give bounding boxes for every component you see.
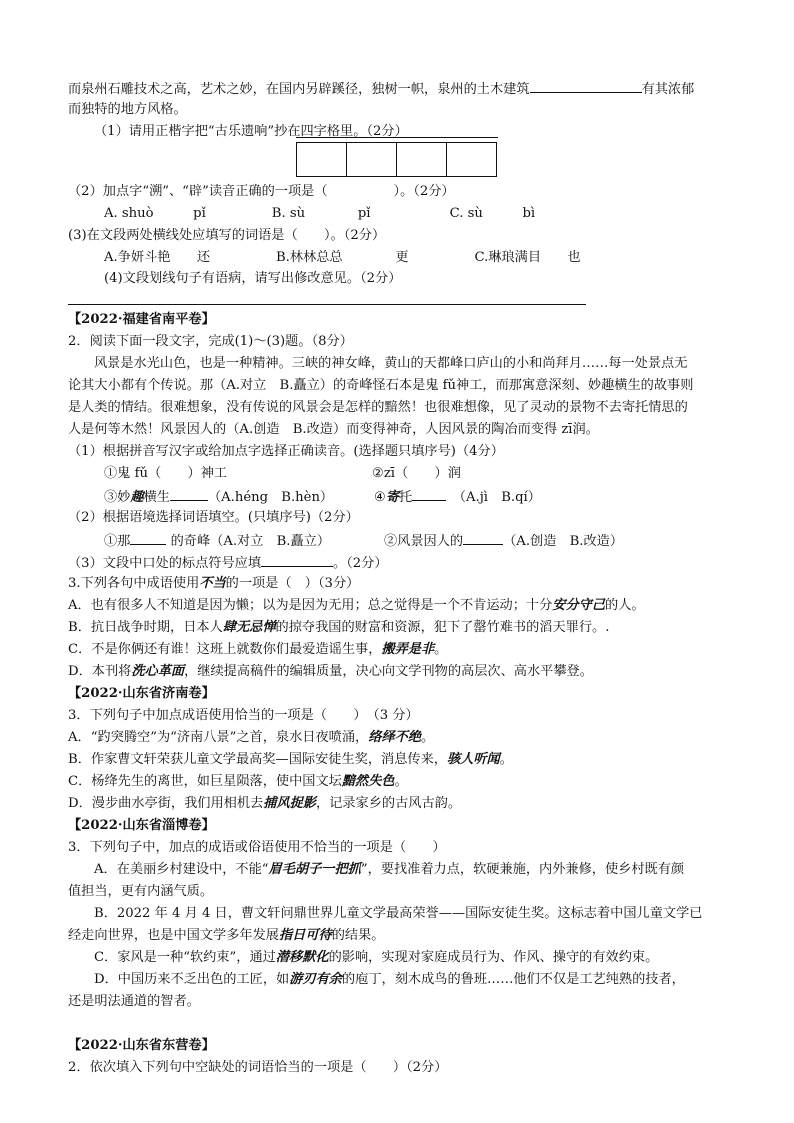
text-line: C．杨绛先生的离世，如巨星陨落，使中国文坛黯然失色。 <box>68 774 408 789</box>
grid-cell <box>397 143 447 176</box>
text-line: 人是何等木然！风景因人的（A.创造 B.改造）而变得神奇，人因风景的陶冶而变得 zī润。 <box>68 422 599 437</box>
text-line: A．在美丽乡村建设中，不能“眉毛胡子一把抓”，要找准着力点，软硬兼施，内外兼修，使乡村既有颜 <box>94 862 685 877</box>
question-3: (3)在文段两处横线处应填写的词语是（ ）。（2分） <box>68 228 386 243</box>
grid-cell <box>297 143 347 176</box>
text-line: 论其大小都有个传说。那（A.对立 B.矗立）的奇峰怪石本是鬼 fǔ神工，而那寓意深刻、妙趣横生的故事则 <box>68 378 694 393</box>
text-line: A．也有很多人不知道是因为懒；以为是因为无用；总之觉得是一个不肯运动；十分安分守己的人。 <box>68 598 645 613</box>
text-line: C．不是你俩还有谁！这班上就数你们最爱造谣生事，搬弄是非。 <box>68 642 448 657</box>
text-line: D．漫步曲水亭街，我们用相机去捕风捉影，记录家乡的古风古韵。 <box>68 796 462 811</box>
fill-blank <box>412 486 446 501</box>
text-line: 3．下列句子中，加点的成语或俗语使用不恰当的一项是（ ） <box>68 840 446 855</box>
grid-cell <box>447 143 496 176</box>
text-line: D．本刊将洗心革面，继续提高稿件的编辑质量，决心向文学刊物的高层次、高水平攀登。 <box>68 664 593 679</box>
text-line: （3）文段中口处的标点符号应填 。（2分） <box>68 552 388 574</box>
text-line: 是人类的情结。很难想象，没有传说的风景会是怎样的黯然！也很难想像，见了灵动的景物不去寄托情思的 <box>68 400 688 415</box>
question-3-options: A.争妍斗艳 还 B.林林总总 更 C.琳琅满目 也 <box>104 250 581 265</box>
section-heading: 【2022·山东省淄博卷】 <box>68 818 215 833</box>
text-line: 经走向世界，也是中国文学多年发展指日可待的结果。 <box>68 928 385 943</box>
text-line: （2）根据语境选择词语填空。(只填序号)（2分） <box>68 510 359 525</box>
text-line: D．中国历来不乏出色的工匠，如游刃有余的庖丁，刻木成鸟的鲁班……他们不仅是工艺纯熟的技者， <box>94 972 685 987</box>
text-line: ④寄托 （A.jì B.qí） <box>374 486 541 508</box>
fill-blank <box>130 530 166 545</box>
section-heading: 【2022·山东省济南卷】 <box>68 686 215 701</box>
question-1: （1）请用正楷字把“古乐遗响”抄在四字格里。（2分） <box>94 124 408 139</box>
grid-cell <box>347 143 397 176</box>
section-heading: 【2022·山东省东营卷】 <box>68 1038 215 1053</box>
text-line: 而泉州石雕技术之高，艺术之妙，在国内另辟蹊径，独树一帜，泉州的土木建筑 有其浓郁 <box>68 78 694 100</box>
fill-blank <box>261 552 333 567</box>
text-line: ②zī（ ）润 <box>372 466 461 481</box>
question-2-options: A. shuò pǐ B. sù pǐ C. sù bì <box>104 206 536 221</box>
text-line: ①那 的奇峰（A.对立 B.矗立） <box>104 530 330 552</box>
fill-blank <box>170 486 208 501</box>
text-line: 2．阅读下面一段文字，完成(1)～(3)题。（8分） <box>68 334 353 349</box>
section-divider <box>68 304 586 305</box>
text-line: B．抗日战争时期，日本人肆无忌惮的掠夺我国的财富和资源，犯下了罄竹难书的滔天罪行。. <box>68 620 610 635</box>
section-heading: 【2022·福建省南平卷】 <box>68 312 215 327</box>
text-line: 风景是水光山色，也是一种精神。三峡的神女峰，黄山的天都峰口庐山的小和尚拜月……每一处景点无 <box>94 356 688 371</box>
fill-blank <box>463 530 503 545</box>
grid-top-rule <box>296 137 498 138</box>
text-line: ①鬼 fǔ（ ）神工 <box>104 466 228 481</box>
fill-blank <box>530 78 642 93</box>
text-line: C．家风是一种“软约束”，通过潜移默化的影响，实现对家庭成员行为、作风、操守的有效约束。 <box>94 950 659 965</box>
text-line: 3．下列句子中加点成语使用恰当的一项是（ ） （3 分） <box>68 708 419 723</box>
text-line: 而独特的地方风格。 <box>68 102 187 117</box>
question-2: （2）加点字“溯”、“辟”读音正确的一项是（ ）。（2分） <box>68 184 455 199</box>
text-line: B．作家曹文轩荣获儿童文学最高奖—国际安徒生奖，消息传来，骇人听闻。 <box>68 752 513 767</box>
text-line: B．2022 年 4 月 4 日，曹文轩问鼎世界儿童文学最高荣誉——国际安徒生奖。这标志着中国儿童文学已 <box>94 906 703 921</box>
text-line: ②风景因人的 （A.创造 B.改造） <box>384 530 623 552</box>
text-line: A．“趵突腾空”为“济南八景”之首，泉水日夜喷涌，络绎不绝。 <box>68 730 435 745</box>
text-line: 2．依次填入下列句中空缺处的词语恰当的一项是（ ）（2分） <box>68 1060 448 1075</box>
text-line: ③妙趣横生 （A.héng B.hèn） <box>104 486 333 508</box>
text-line: （1）根据拼音写汉字或给加点字选择正确读音。(选择题只填序号)（4分） <box>68 444 504 459</box>
text-line: 还是明法通道的智者。 <box>68 994 200 1009</box>
text-line: 值担当，更有内涵气质。 <box>68 884 214 899</box>
four-char-grid <box>296 142 497 177</box>
text-line: 3.下列各句中成语使用不当的一项是（ ）（3分） <box>68 576 360 591</box>
question-4: (4)文段划线句子有语病，请写出修改意见。（2分） <box>104 271 402 286</box>
